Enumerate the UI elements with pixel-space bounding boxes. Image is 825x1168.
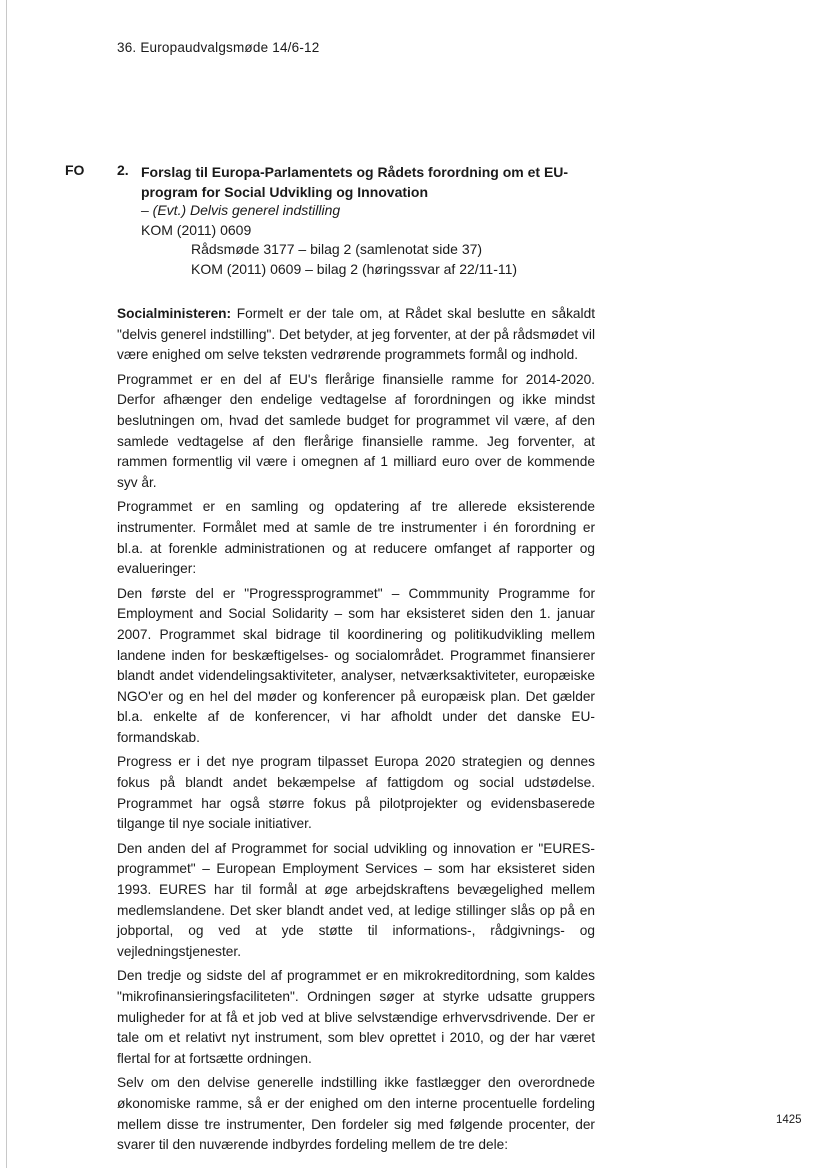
paragraph: Programmet er en samling og opdatering af tre allerede eksisterende instrumenter. Formålet med at samle de tre instrumenter i én forordning er bl.a. at forenkle administrationen og at reducere omfanget af rapporter og evalueringer: (117, 499, 595, 577)
party-label: FO (65, 162, 85, 178)
paragraph: Socialministeren: Formelt er der tale om, at Rådet skal beslutte en såkaldt "delvis generel indstilling". Det betyder, at jeg forventer, at der på rådsmødet vil være enighed om selve teksten vedrørende programmets formål og indhold. (117, 306, 595, 363)
document-reference: Rådsmøde 3177 – bilag 2 (samlenotat side 37) (191, 241, 483, 257)
statement-body (117, 304, 595, 1160)
page-number: 1425 (776, 1114, 802, 1126)
paragraph: Den anden del af Programmet for social udvikling og innovation er "EURES-programmet" – European Employment Services – som har eksisteret siden 1993. EURES har til formål at øge arbejdskraftens bevægelighed mellem medlemslandene. Det sker blandt andet ved, at ledige stillinger slås op på en jobportal, og ved at yde støtte til informations-, rådgivnings- og vejledningstjenester. (117, 840, 595, 959)
paragraph: Den tredje og sidste del af programmet er en mikrokreditordning, som kaldes "mikrofinansieringsfaciliteten". Ordningen søger at styrke udsatte gruppers muligheder for at få et job ved at blive selvstændige erhvervsdrivende. Der er tale om et relativt nyt instrument, som blev oprettet i 2010, og der har været flertal for at fortsætte ordningen. (117, 968, 595, 1066)
agenda-item-title (141, 162, 581, 202)
page-edge-line (6, 0, 7, 1168)
agenda-item-title-line: program for Social Udvikling og Innovation (141, 184, 429, 200)
speaker-name: Socialministeren: (117, 306, 232, 321)
running-header: 36. Europaudvalgsmøde 14/6-12 (117, 40, 320, 55)
paragraph: Selv om den delvise generelle indstilling ikke fastlægger den overordnede økonomiske ramme, så er der enighed om den interne procentuelle fordeling mellem disse tre instrumenter, Den fordeler sig med følgende procenter, der svarer til den nuværende indbyrdes fordeling mellem de tre dele: (117, 1075, 595, 1153)
document-reference: KOM (2011) 0609 – bilag 2 (høringssvar af 22/11-11) (191, 260, 518, 277)
status-line: – (Evt.) Delvis generel indstilling (141, 202, 341, 218)
kom-reference: KOM (2011) 0609 (141, 221, 252, 238)
agenda-item-number: 2. (117, 162, 129, 178)
paragraph: Programmet er en del af EU's flerårige finansielle ramme for 2014-2020. Derfor afhænger den endelige vedtagelse af forordningen og ikke mindst beslutningen om, hvad det samlede budget for programmet vil være, af den samlede vedtagelse af den flerårige finansielle ramme. Jeg forventer, at rammen formentlig vil være i omegnen af 1 milliard euro over de kommende syv år. (117, 371, 595, 490)
agenda-item-title-line: Forslag til Europa-Parlamentets og Rådets forordning om et EU- (141, 164, 569, 180)
paragraph: Den første del er "Progressprogrammet" – Commmunity Programme for Employment and Social Solidarity – som har eksisteret siden den 1. januar 2007. Programmet skal bidrage til koordinering og politikudvikling mellem landene inden for beskæftigelses- og socialområdet. Programmet finansierer blandt andet videndelingsaktiviteter, analyser, netværksaktiviteter, europæiske NGO'er og en hel del møder og konferencer på europæisk plan. Det gælder bl.a. enkelte af de konferencer, vi har afholdt under det danske EU-formandskab. (117, 585, 595, 745)
agenda-item-meta (141, 201, 517, 279)
paragraph: Progress er i det nye program tilpasset Europa 2020 strategien og dennes fokus på blandt andet bekæmpelse af fattigdom og social udstødelse. Programmet har også større fokus på pilotprojekter og evidensbaserede tilgange til nye sociale initiativer. (117, 754, 595, 832)
